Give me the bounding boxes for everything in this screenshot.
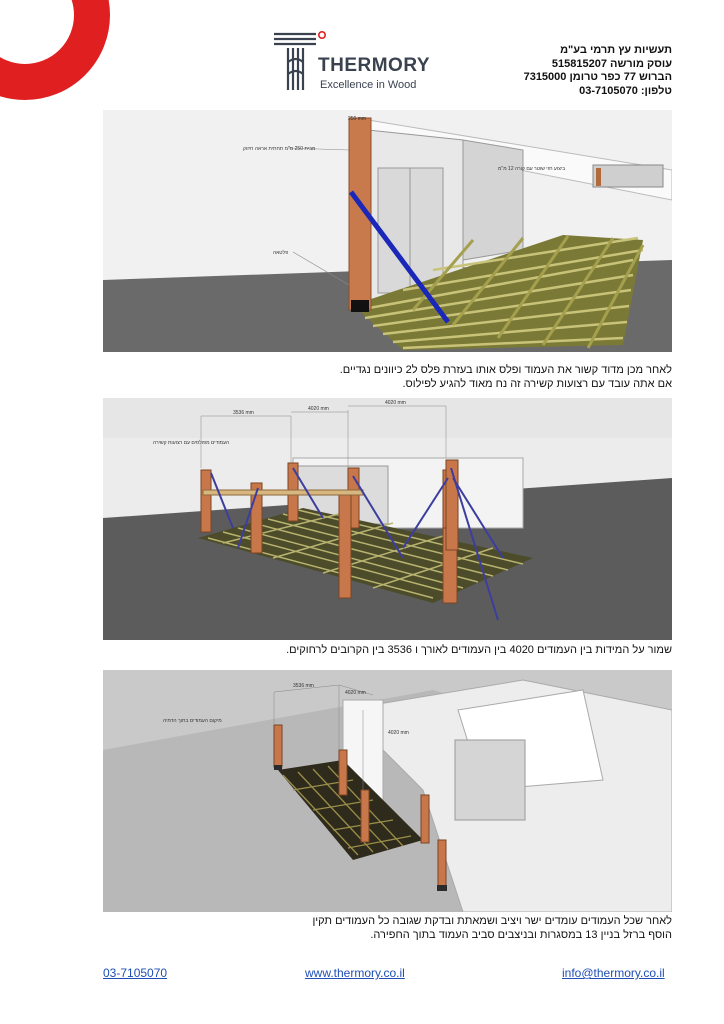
figure-1-note-right: ביצוע חזי שוטר עם קורה 12 מ"מ: [498, 166, 566, 172]
caption-3-line-2: הוסף ברזל בניין 13 במסגרות ובניצבים סביב העמוד בתוך החפירה.: [370, 929, 672, 941]
caption-1-line-2: אם אתה עובד עם רצועות קשירה זה נח מאוד להגיע לפילוס.: [402, 378, 672, 390]
figure-2-note: העמודים מפולסים עם רצועות קשירה: [153, 440, 230, 446]
figure-3-dimension-1: 3536 mm: [293, 683, 314, 689]
caption-3: [103, 914, 672, 942]
company-id: עוסק מורשה 515815207: [551, 57, 672, 70]
caption-1: [103, 363, 672, 391]
footer-website-link[interactable]: www.thermory.co.il: [305, 966, 405, 980]
company-address: הברוש 77 כפר טרומן 7315000: [523, 71, 672, 83]
deck-post-bracing-render: [103, 110, 672, 352]
deck-top-view-render: [103, 670, 672, 912]
figure-1-dimension: 250 mm: [348, 116, 367, 122]
caption-1-line-1: לאחר מכן מדוד קשור את העמוד ופלס אותו בעזרת פלס ל2 כיוונים נגדיים.: [339, 364, 672, 376]
figure-3-dimension-2: 4020 mm: [345, 690, 366, 696]
caption-2-line-1: שמור על המידות בין העמודים 4020 בין העמודים לאורך ו 3536 בין הקרובים לרחוקים.: [286, 644, 672, 656]
footer-phone-link[interactable]: 03-7105070: [103, 966, 168, 980]
company-info: [412, 44, 672, 98]
company-phone: טלפון: 03-7105070: [579, 84, 672, 97]
caption-2: [103, 643, 672, 657]
red-corner-ring: [0, 0, 110, 100]
figure-3-note: מיקום העמודים בתוך הדמיה: [163, 718, 222, 724]
figure-1-note-top: מבית 250 מ"מ תחתית אראה חיזוק: [243, 146, 316, 152]
figure-3-dimension-3: 4020 mm: [388, 730, 409, 736]
deck-posts-measurement-render: [103, 398, 672, 640]
figure-post-measurement: [103, 398, 672, 640]
company-name: תעשיות עץ תרמי בע"מ: [560, 44, 672, 56]
footer-email-link[interactable]: info@thermory.co.il: [562, 966, 665, 980]
figure-2-dimension-3: 4020 mm: [385, 400, 406, 406]
brand-tagline: Excellence in Wood: [320, 79, 417, 91]
figure-2-dimension-2: 4020 mm: [308, 406, 329, 412]
figure-top-view: [103, 670, 672, 912]
brand-name: THERMORY: [318, 55, 431, 76]
figure-2-dimension-1: 3536 mm: [233, 410, 254, 416]
caption-3-line-1: לאחר שכל העמודים עומדים ישר ויציב ושמאתת ובדקת שגובה כל העמודים תקין: [312, 915, 672, 927]
figure-post-bracing: [103, 110, 672, 352]
figure-1-note-bottom: פלטאה: [273, 250, 289, 256]
